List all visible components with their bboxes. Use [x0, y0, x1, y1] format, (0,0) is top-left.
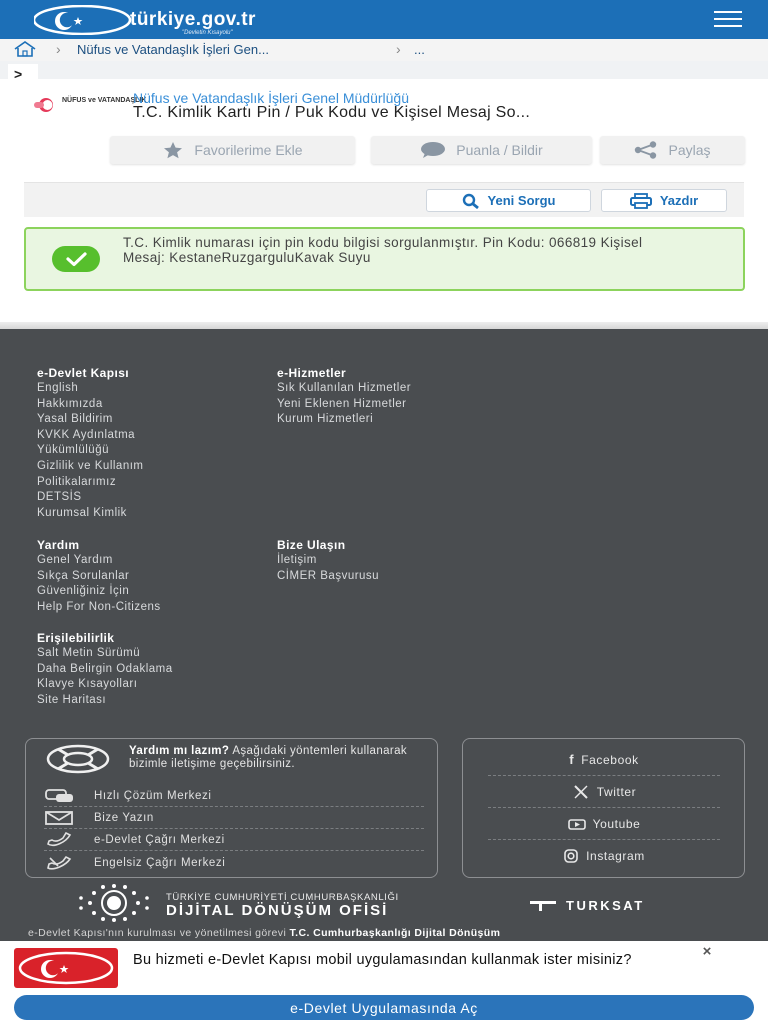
share-button[interactable]: [600, 136, 745, 164]
chat-bubbles-icon: [44, 787, 94, 805]
footer-link-security[interactable]: Güvenliğiniz İçin: [37, 585, 130, 598]
help-text: Aşağıdaki yöntemleri kullanarak bizimle iletişime geçebilirsiniz.: [129, 745, 408, 770]
help-title: Yardım mı lazım?: [129, 745, 230, 757]
footer-link-shortcuts[interactable]: Klavye Kısayolları: [37, 678, 138, 691]
site-logo[interactable]: [34, 5, 256, 36]
help-item-write-us[interactable]: [44, 808, 424, 829]
accessible-phone-icon: [44, 854, 94, 872]
social-youtube-link[interactable]: [488, 808, 720, 840]
print-label: Yazdır: [659, 193, 699, 208]
footer-link-non-citizens[interactable]: Help For Non-Citizens: [37, 600, 161, 613]
footer-note: [28, 927, 758, 939]
footer-link-general-help[interactable]: Genel Yardım: [37, 554, 113, 566]
footer-link-about[interactable]: Hakkımızda: [37, 397, 103, 410]
checkmark-icon: [52, 246, 100, 272]
footer-link-detsis[interactable]: DETSİS: [37, 491, 82, 504]
share-icon: [634, 141, 658, 159]
share-label: Paylaş: [668, 142, 711, 158]
breadcrumb-separator-icon: ›: [396, 41, 401, 57]
footer-section-contact: [277, 538, 379, 584]
instagram-icon: [563, 849, 579, 863]
footer-link-sitemap[interactable]: Site Haritası: [37, 693, 107, 706]
expand-arrow-button[interactable]: >: [8, 64, 38, 86]
speech-bubble-icon: [420, 141, 446, 159]
social-label: Youtube: [592, 816, 641, 831]
footer-link-identity[interactable]: Kurumsal Kimlik: [37, 506, 127, 519]
footer-link-popular[interactable]: Sık Kullanılan Hizmetler: [277, 382, 412, 394]
rate-button[interactable]: [371, 136, 592, 164]
social-facebook-link[interactable]: [488, 744, 720, 776]
help-item-label: Hızlı Çözüm Merkezi: [94, 790, 212, 802]
footer-link-privacy[interactable]: Gizlilik ve Kullanım: [37, 459, 144, 472]
breadcrumb: [0, 39, 768, 61]
help-item-call-center[interactable]: [44, 830, 424, 851]
footer-section-help: [37, 538, 161, 615]
envelope-icon: [44, 809, 94, 827]
ddo-office-label: DİJİTAL DÖNÜŞÜM OFİSİ: [166, 902, 389, 919]
success-alert: [24, 227, 745, 291]
help-item-quick-solution[interactable]: [44, 786, 424, 807]
ddo-presidency-label: TÜRKİYE CUMHURİYETİ CUMHURBAŞKANLIĞI: [166, 892, 399, 903]
star-icon: [162, 141, 184, 159]
help-item-label: Engelsiz Çağrı Merkezi: [94, 856, 226, 869]
footer-section-title: e-Hizmetler: [277, 366, 347, 380]
footer-link-faq[interactable]: Sıkça Sorulanlar: [37, 569, 130, 582]
footer-section-title: Erişilebilirlik: [37, 631, 115, 645]
printer-icon: [630, 193, 652, 209]
edevlet-app-icon: [14, 948, 118, 988]
footer-note-bold: T.C. Cumhurbaşkanlığı Dijital Dönüşüm: [289, 927, 501, 939]
search-icon: [462, 193, 480, 209]
footer-link-kvkk[interactable]: KVKK Aydınlatma: [37, 428, 136, 441]
phone-icon: [44, 831, 94, 849]
new-query-label: Yeni Sorgu: [487, 193, 556, 208]
social-links-box: [462, 738, 745, 878]
footer-link-contact[interactable]: İletişim: [277, 554, 317, 566]
agency-name[interactable]: Nüfus ve Vatandaşlık İşleri Genel Müdürlüğü: [133, 90, 409, 106]
print-button[interactable]: [601, 189, 727, 212]
help-item-accessible-call[interactable]: [44, 852, 424, 873]
footer-section-title: Bize Ulaşın: [277, 538, 346, 552]
turksat-label: TURKSAT: [566, 898, 645, 913]
new-query-button[interactable]: [426, 189, 591, 212]
breadcrumb-item-agency[interactable]: Nüfus ve Vatandaşlık İşleri Gen...: [77, 42, 269, 57]
hamburger-menu-icon[interactable]: [712, 11, 744, 29]
success-message: T.C. Kimlik numarası için pin kodu bilgisi sorgulanmıştır. Pin Kodu: 066819 Kişisel Mesaj: KestaneRuzgarguluKavak Suyu: [123, 235, 643, 265]
top-header: [0, 0, 768, 39]
youtube-icon: [568, 817, 586, 831]
footer-section-edevlet: [37, 366, 144, 521]
help-item-label: Bize Yazın: [94, 812, 154, 824]
footer-link-english[interactable]: English: [37, 382, 79, 394]
footer-link-cimer[interactable]: CİMER Başvurusu: [277, 569, 380, 582]
app-install-banner: [0, 941, 768, 1024]
app-banner-message: Bu hizmeti e-Devlet Kapısı mobil uygulamasından kullanmak ister misiniz?: [133, 952, 632, 968]
service-title: T.C. Kimlik Kartı Pin / Puk Kodu ve Kişisel Mesaj So...: [133, 104, 531, 121]
social-label: Twitter: [596, 784, 637, 799]
social-instagram-link[interactable]: [488, 840, 720, 872]
help-item-label: e-Devlet Çağrı Merkezi: [94, 834, 225, 846]
breadcrumb-item-more[interactable]: ...: [414, 42, 425, 57]
footer-section-ehizmetler: [277, 366, 411, 428]
turksat-logo[interactable]: [530, 898, 645, 913]
facebook-icon: f: [569, 752, 575, 767]
footer-link-privacy-cont[interactable]: Politikalarımız: [37, 475, 117, 488]
help-description: [129, 745, 419, 770]
turksat-mark-icon: [530, 900, 558, 912]
crescent-star-logo-icon: [34, 5, 134, 35]
site-name: türkiye.gov.tr: [130, 9, 256, 30]
social-label: Instagram: [586, 849, 645, 863]
footer-link-new[interactable]: Yeni Eklenen Hizmetler: [277, 397, 407, 410]
sub-bar: [0, 61, 768, 79]
help-box: [25, 738, 438, 878]
open-in-app-button[interactable]: e-Devlet Uygulamasında Aç: [14, 995, 754, 1020]
lifebuoy-icon: [46, 744, 110, 774]
add-favorite-label: Favorilerime Ekle: [194, 142, 303, 158]
rate-label: Puanla / Bildir: [456, 142, 543, 158]
close-icon[interactable]: ×: [702, 943, 712, 960]
home-icon[interactable]: [12, 40, 38, 58]
footer-link-legal[interactable]: Yasal Bildirim: [37, 413, 113, 426]
footer-section-title: e-Devlet Kapısı: [37, 366, 130, 380]
footer-section-title: Yardım: [37, 538, 80, 552]
add-favorite-button[interactable]: [110, 136, 355, 164]
footer-note-text: e-Devlet Kapısı'nın kurulması ve yönetilmesi görevi: [28, 927, 287, 939]
agency-logo-text: NÜFUS ve VATANDAŞLIK: [62, 97, 147, 104]
social-twitter-link[interactable]: [488, 776, 720, 808]
footer-link-agency-services[interactable]: Kurum Hizmetleri: [277, 413, 374, 426]
x-twitter-icon: [572, 785, 590, 799]
site-slogan: "Devletin Kısayolu": [182, 30, 233, 36]
social-label: Facebook: [581, 752, 639, 767]
footer-link-kvkk-cont[interactable]: Yükümlülüğü: [37, 444, 109, 457]
presidential-emblem-icon: [72, 884, 156, 922]
footer-section-accessibility: [37, 631, 173, 708]
breadcrumb-separator-icon: ›: [56, 41, 61, 57]
content-divider: [0, 322, 768, 329]
footer-link-text-only[interactable]: Salt Metin Sürümü: [37, 647, 141, 659]
footer-link-focus[interactable]: Daha Belirgin Odaklama: [37, 662, 173, 675]
